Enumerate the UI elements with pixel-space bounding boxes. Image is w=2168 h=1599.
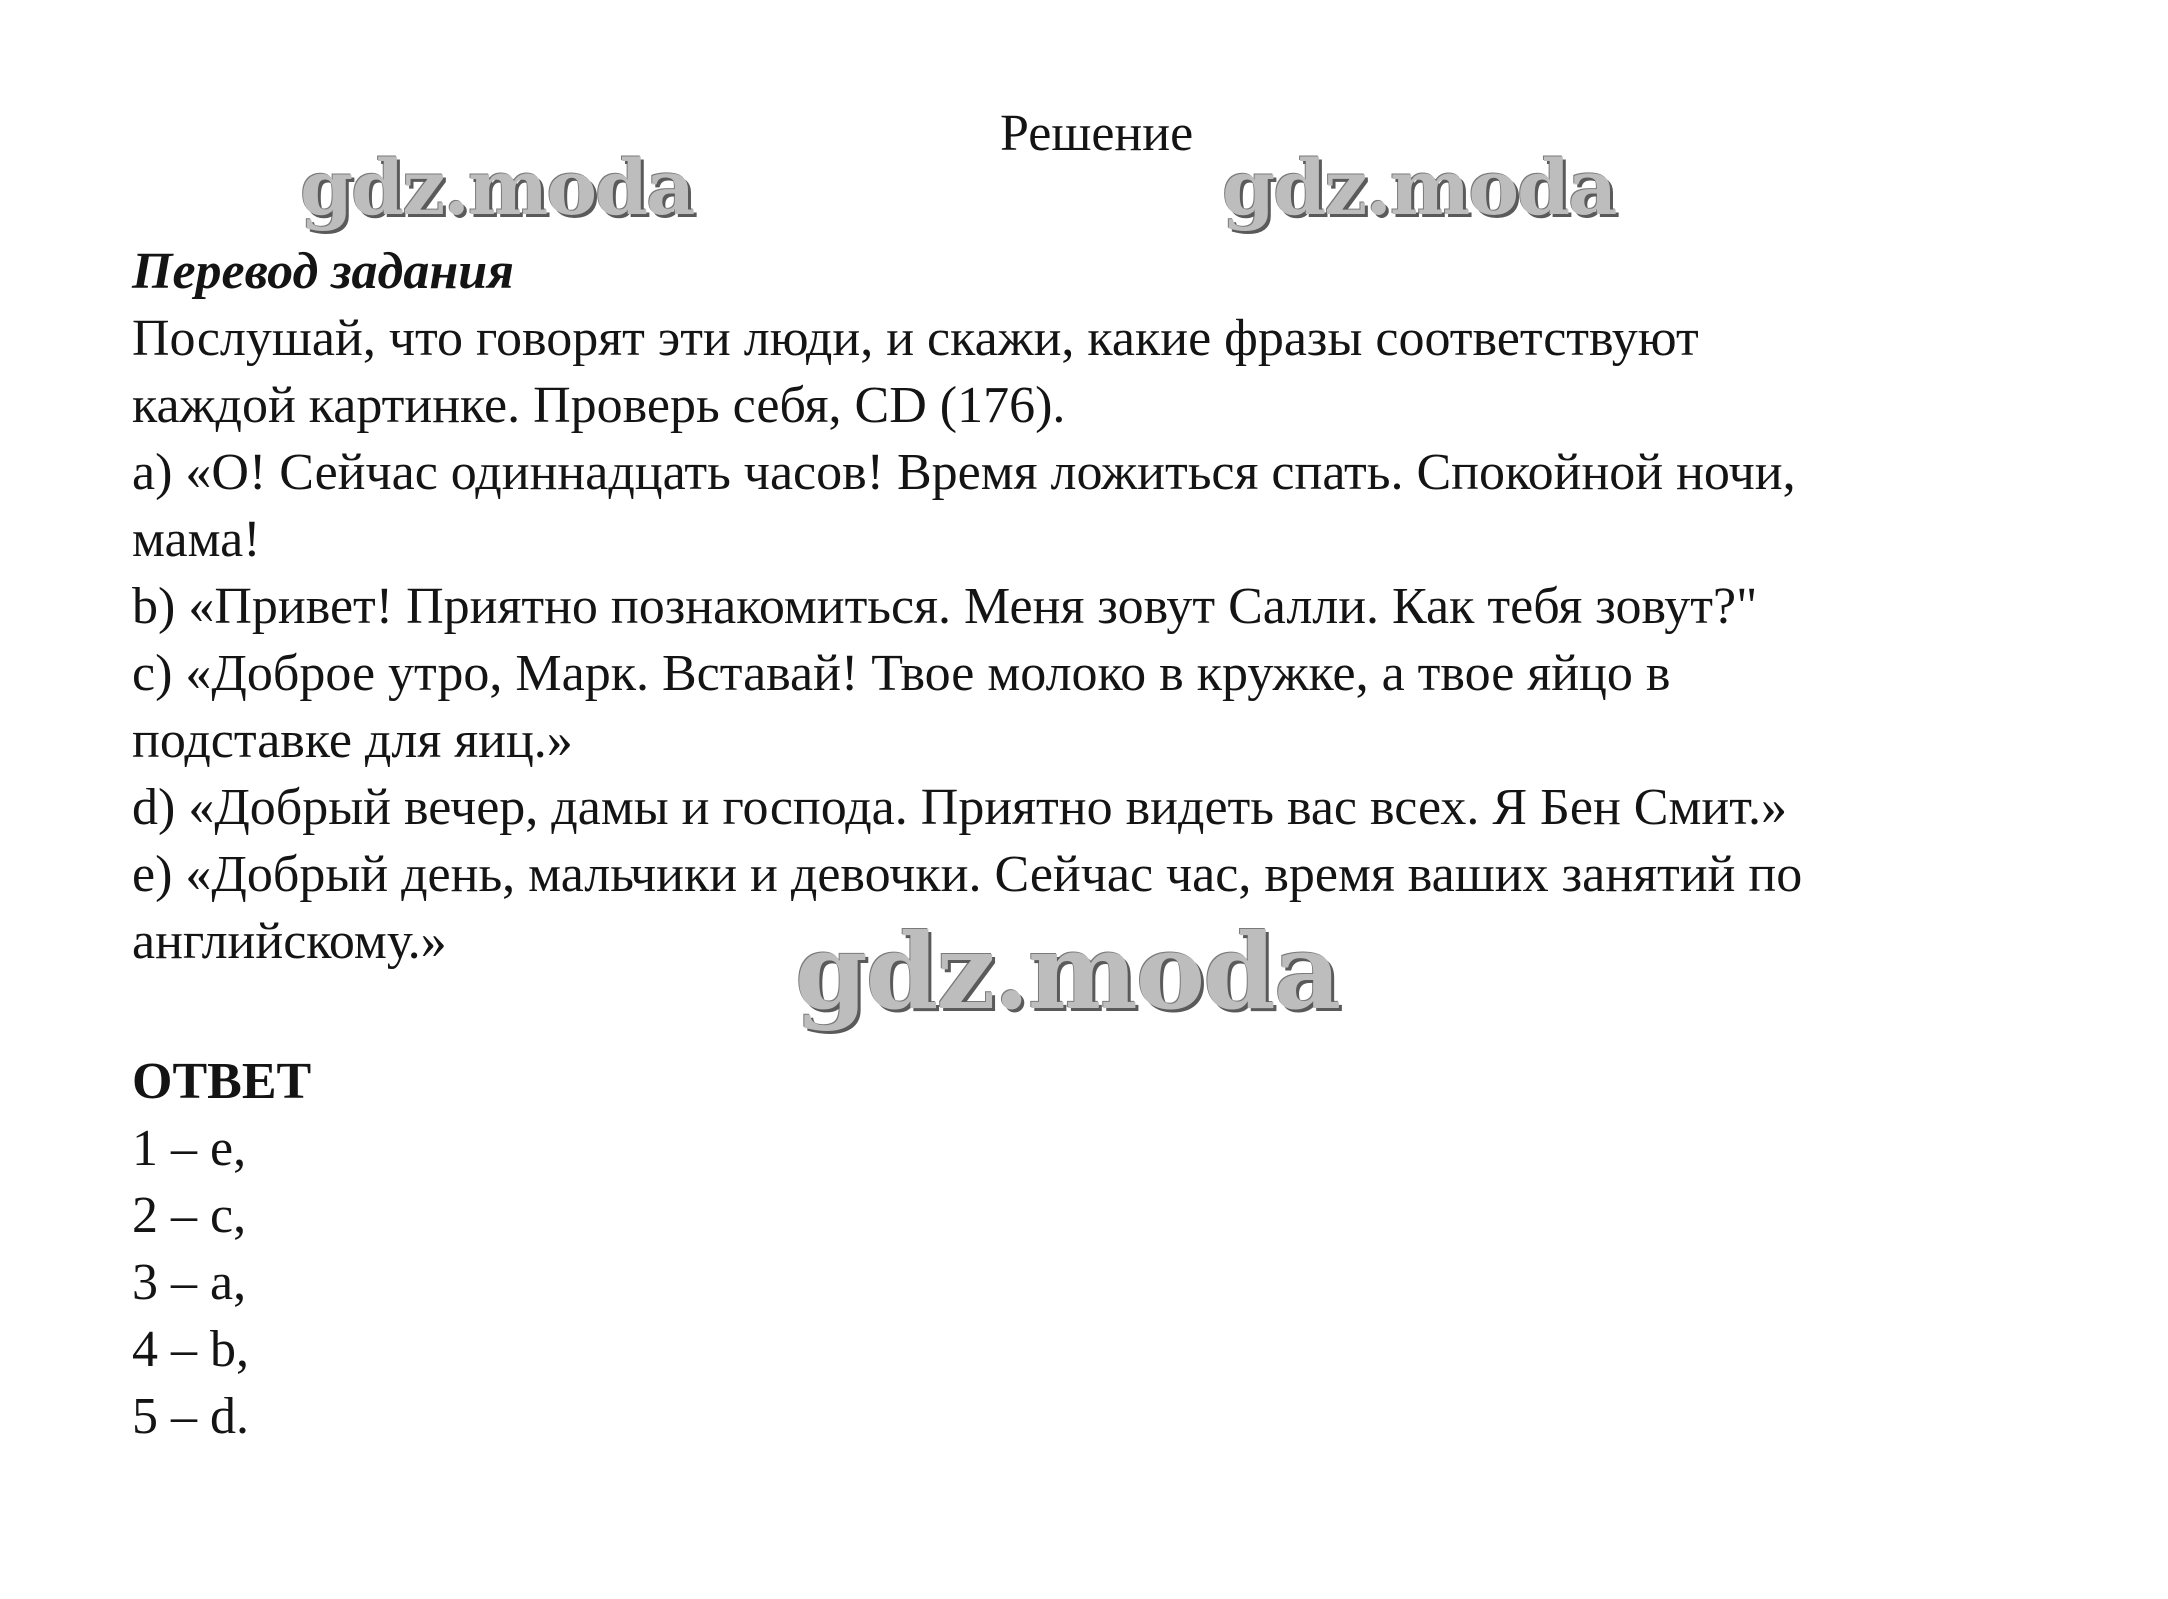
answer-item: 2 – c,: [132, 1187, 247, 1244]
text-line: a) «О! Сейчас одиннадцать часов! Время ложиться спать. Спокойной ночи,: [132, 444, 1796, 501]
text-line: английскому.»: [132, 913, 447, 970]
answer-title: ОТВЕТ: [132, 1053, 312, 1110]
page-heading: Решение: [1000, 105, 1194, 162]
watermark-logo-right: gdz.moda: [1222, 143, 1616, 232]
answer-item: 3 – a,: [132, 1254, 247, 1311]
text-line: Послушай, что говорят эти люди, и скажи, какие фразы соответствуют: [132, 310, 1699, 367]
section-title: Перевод задания: [132, 243, 514, 300]
answer-item: 1 – e,: [132, 1120, 247, 1177]
text-line: каждой картинке. Проверь себя, CD (176).: [132, 377, 1066, 434]
watermark-logo-center: gdz.moda: [795, 910, 1340, 1033]
answer-section: [132, 1048, 311, 1450]
text-line: мама!: [132, 511, 261, 568]
task-translation: [132, 238, 2092, 975]
watermark-logo-left: gdz.moda: [300, 143, 694, 232]
text-line: d) «Добрый вечер, дамы и господа. Приятно видеть вас всех. Я Бен Смит.»: [132, 779, 1788, 836]
text-line: подставке для яиц.»: [132, 712, 573, 769]
text-line: b) «Привет! Приятно познакомиться. Меня зовут Салли. Как тебя зовут?": [132, 578, 1758, 635]
answer-item: 4 – b,: [132, 1321, 249, 1378]
answer-item: 5 – d.: [132, 1388, 249, 1445]
text-line: e) «Добрый день, мальчики и девочки. Сейчас час, время ваших занятий по: [132, 846, 1803, 903]
text-line: c) «Доброе утро, Марк. Вставай! Твое молоко в кружке, а твое яйцо в: [132, 645, 1671, 702]
